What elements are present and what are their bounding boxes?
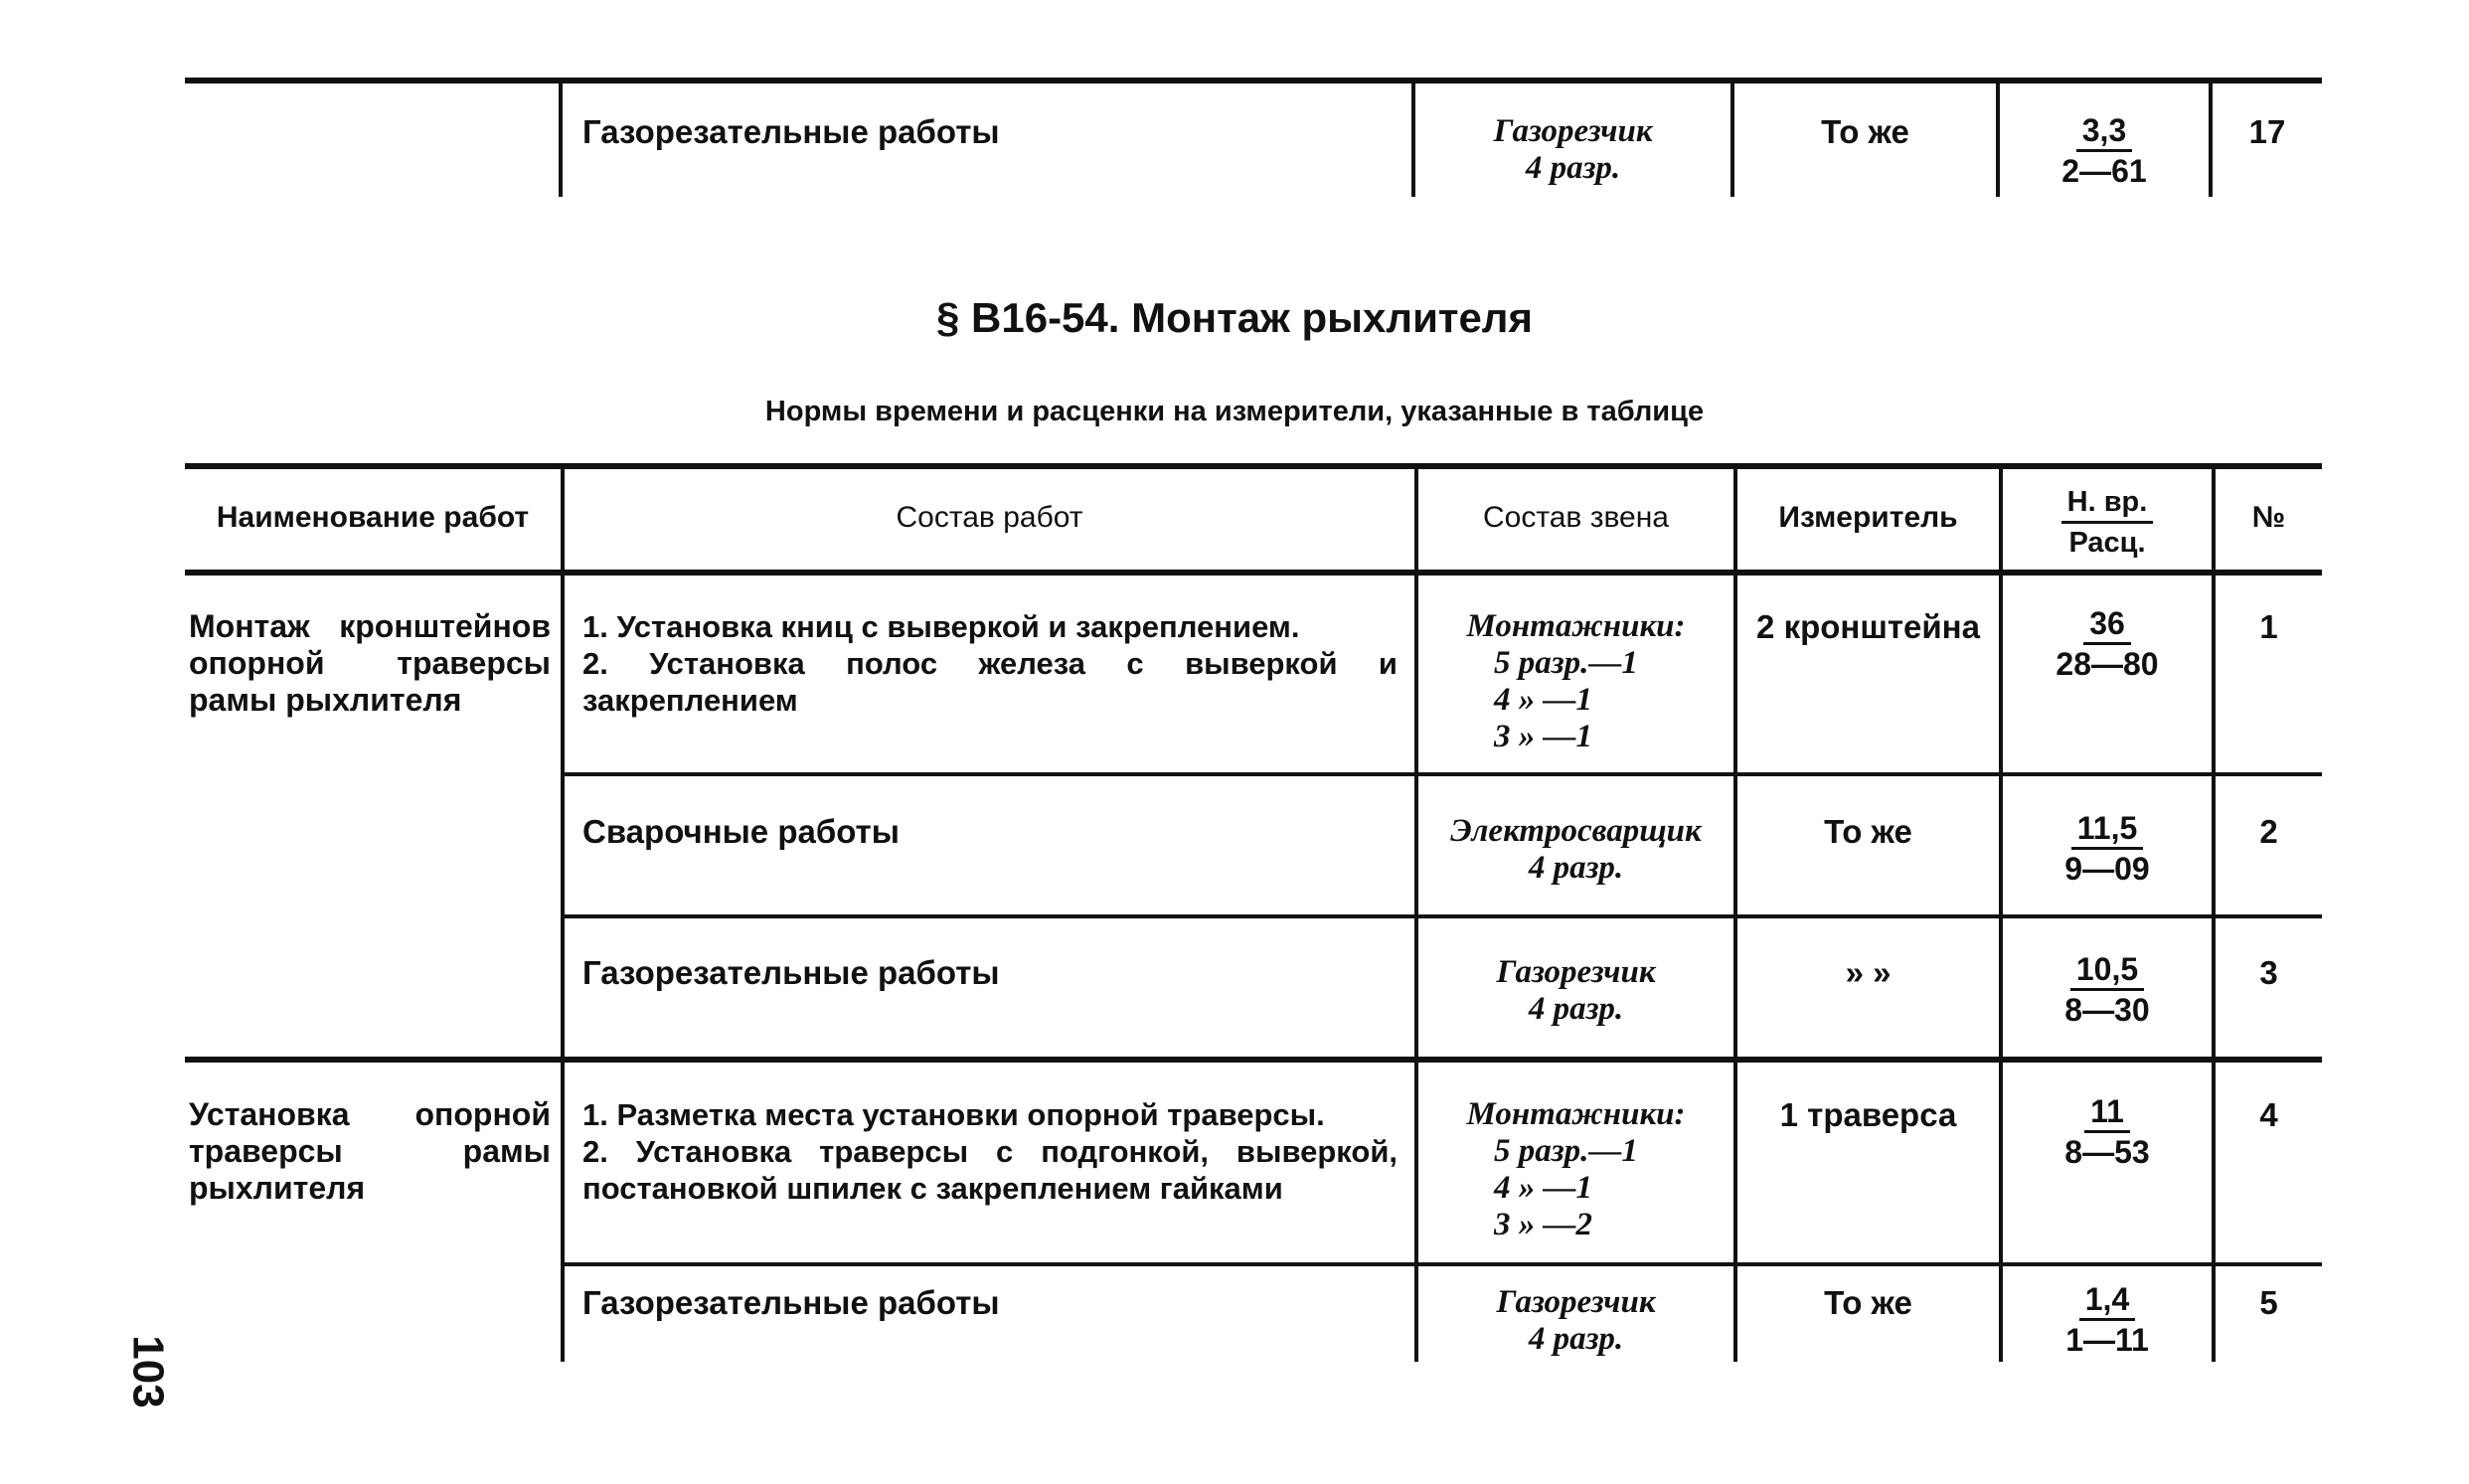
fragment-row-number: 17 [2248,113,2286,150]
norm-rate-cell [2003,1280,2212,1359]
unit-cell: То же [1824,1284,1912,1321]
unit-cell: » » [1845,954,1892,991]
fragment-crew-title: Газорезчик [1493,113,1653,149]
crew-line: Газорезчик [1496,1284,1656,1320]
row-number: 4 [2259,1096,2278,1133]
column-divider [1414,467,1418,1362]
crew-line: 5 разр.—1 [1494,1133,1638,1169]
norm-value: 10,5 [2070,950,2144,991]
fragment-rate: 2—61 [2061,153,2147,189]
page-number: 103 [123,1335,173,1408]
norm-rate-cell [2003,809,2212,888]
section-title: § В16-54. Монтаж рыхлителя [936,294,1533,341]
composition-line: 2. Установка траверсы с подгонкой, выверкой, постановкой шпилек с закреплением гайками [582,1134,1398,1206]
group-name: Монтаж кронштейнов опорной траверсы рамы рыхлителя [189,608,551,718]
row-number: 2 [2259,813,2278,850]
norm-value: 11,5 [2071,809,2144,850]
crew-line: 4 » —1 [1494,1170,1592,1206]
column-divider [1999,467,2003,1362]
norm-value: 1,4 [2079,1280,2135,1321]
unit-cell: То же [1824,813,1912,850]
crew-line: Монтажники: [1466,608,1686,644]
section-subtitle: Нормы времени и расценки на измерители, указанные в таблице [764,396,1705,427]
row-number: 3 [2259,954,2278,991]
crew-line: Монтажники: [1466,1096,1686,1132]
column-divider [561,467,565,1362]
norm-value: 11 [2084,1092,2130,1133]
composition-line: Сварочные работы [582,813,900,850]
header-unit: Измеритель [1778,501,1958,534]
rate-value: 8—30 [2064,992,2150,1028]
composition-line: Газорезательные работы [582,954,1000,991]
rate-value: 28—80 [2056,646,2159,682]
crew-line: 4 разр. [1528,991,1624,1027]
rate-value: 1—11 [2065,1322,2149,1358]
row-rule [563,1262,2322,1266]
header-name: Наименование работ [216,501,530,534]
row-rule [563,914,2322,918]
unit-cell: 1 траверса [1779,1096,1957,1133]
norm-rate-cell [2003,1092,2212,1171]
norm-rate-cell [2003,950,2212,1029]
rate-value: 8—53 [2064,1134,2150,1170]
unit-cell: 2 кронштейна [1756,608,1980,645]
column-divider [2212,467,2216,1362]
crew-line: 5 разр.—1 [1494,645,1638,681]
group-name: Установка опорной траверсы рамы рыхлителя [189,1096,551,1206]
header-norm: Н. вр. [2061,483,2154,524]
composition-line: 1. Установка книц с выверкой и закреплением. [582,609,1300,644]
fragment-top-rule [185,78,2322,83]
fragment-work: Газорезательные работы [582,113,1000,150]
composition-line: 2. Установка полос железа с выверкой и закреплением [582,646,1398,718]
fragment-divider [559,82,563,197]
norm-rate-cell [2003,604,2212,683]
fragment-unit: То же [1821,113,1909,150]
row-number: 1 [2259,608,2278,645]
crew-line: 4 разр. [1528,850,1624,886]
crew-line: 4 » —1 [1494,682,1592,718]
fragment-crew-grade: 4 разр. [1525,150,1621,186]
crew-line: 3 » —1 [1494,719,1592,754]
row-rule [563,772,2322,776]
row-number: 5 [2259,1284,2278,1321]
header-norm-rate [2003,483,2212,562]
header-rate: Расц. [2068,527,2146,559]
header-crew: Состав звена [1482,501,1669,534]
rate-value: 9—09 [2064,851,2150,887]
header-number: № [2251,501,2286,534]
composition-line: Газорезательные работы [582,1284,1000,1321]
column-divider [1733,467,1737,1362]
fragment-norm: 3,3 [2076,111,2132,152]
crew-line: 3 » —2 [1494,1207,1592,1242]
header-composition: Состав работ [896,501,1083,534]
crew-line: 4 разр. [1528,1321,1624,1357]
crew-line: Электросварщик [1450,813,1702,849]
norm-value: 36 [2083,604,2131,645]
crew-line: Газорезчик [1496,954,1656,990]
composition-line: 1. Разметка места установки опорной траверсы. [582,1097,1325,1132]
fragment-norm-rate [2000,111,2209,190]
